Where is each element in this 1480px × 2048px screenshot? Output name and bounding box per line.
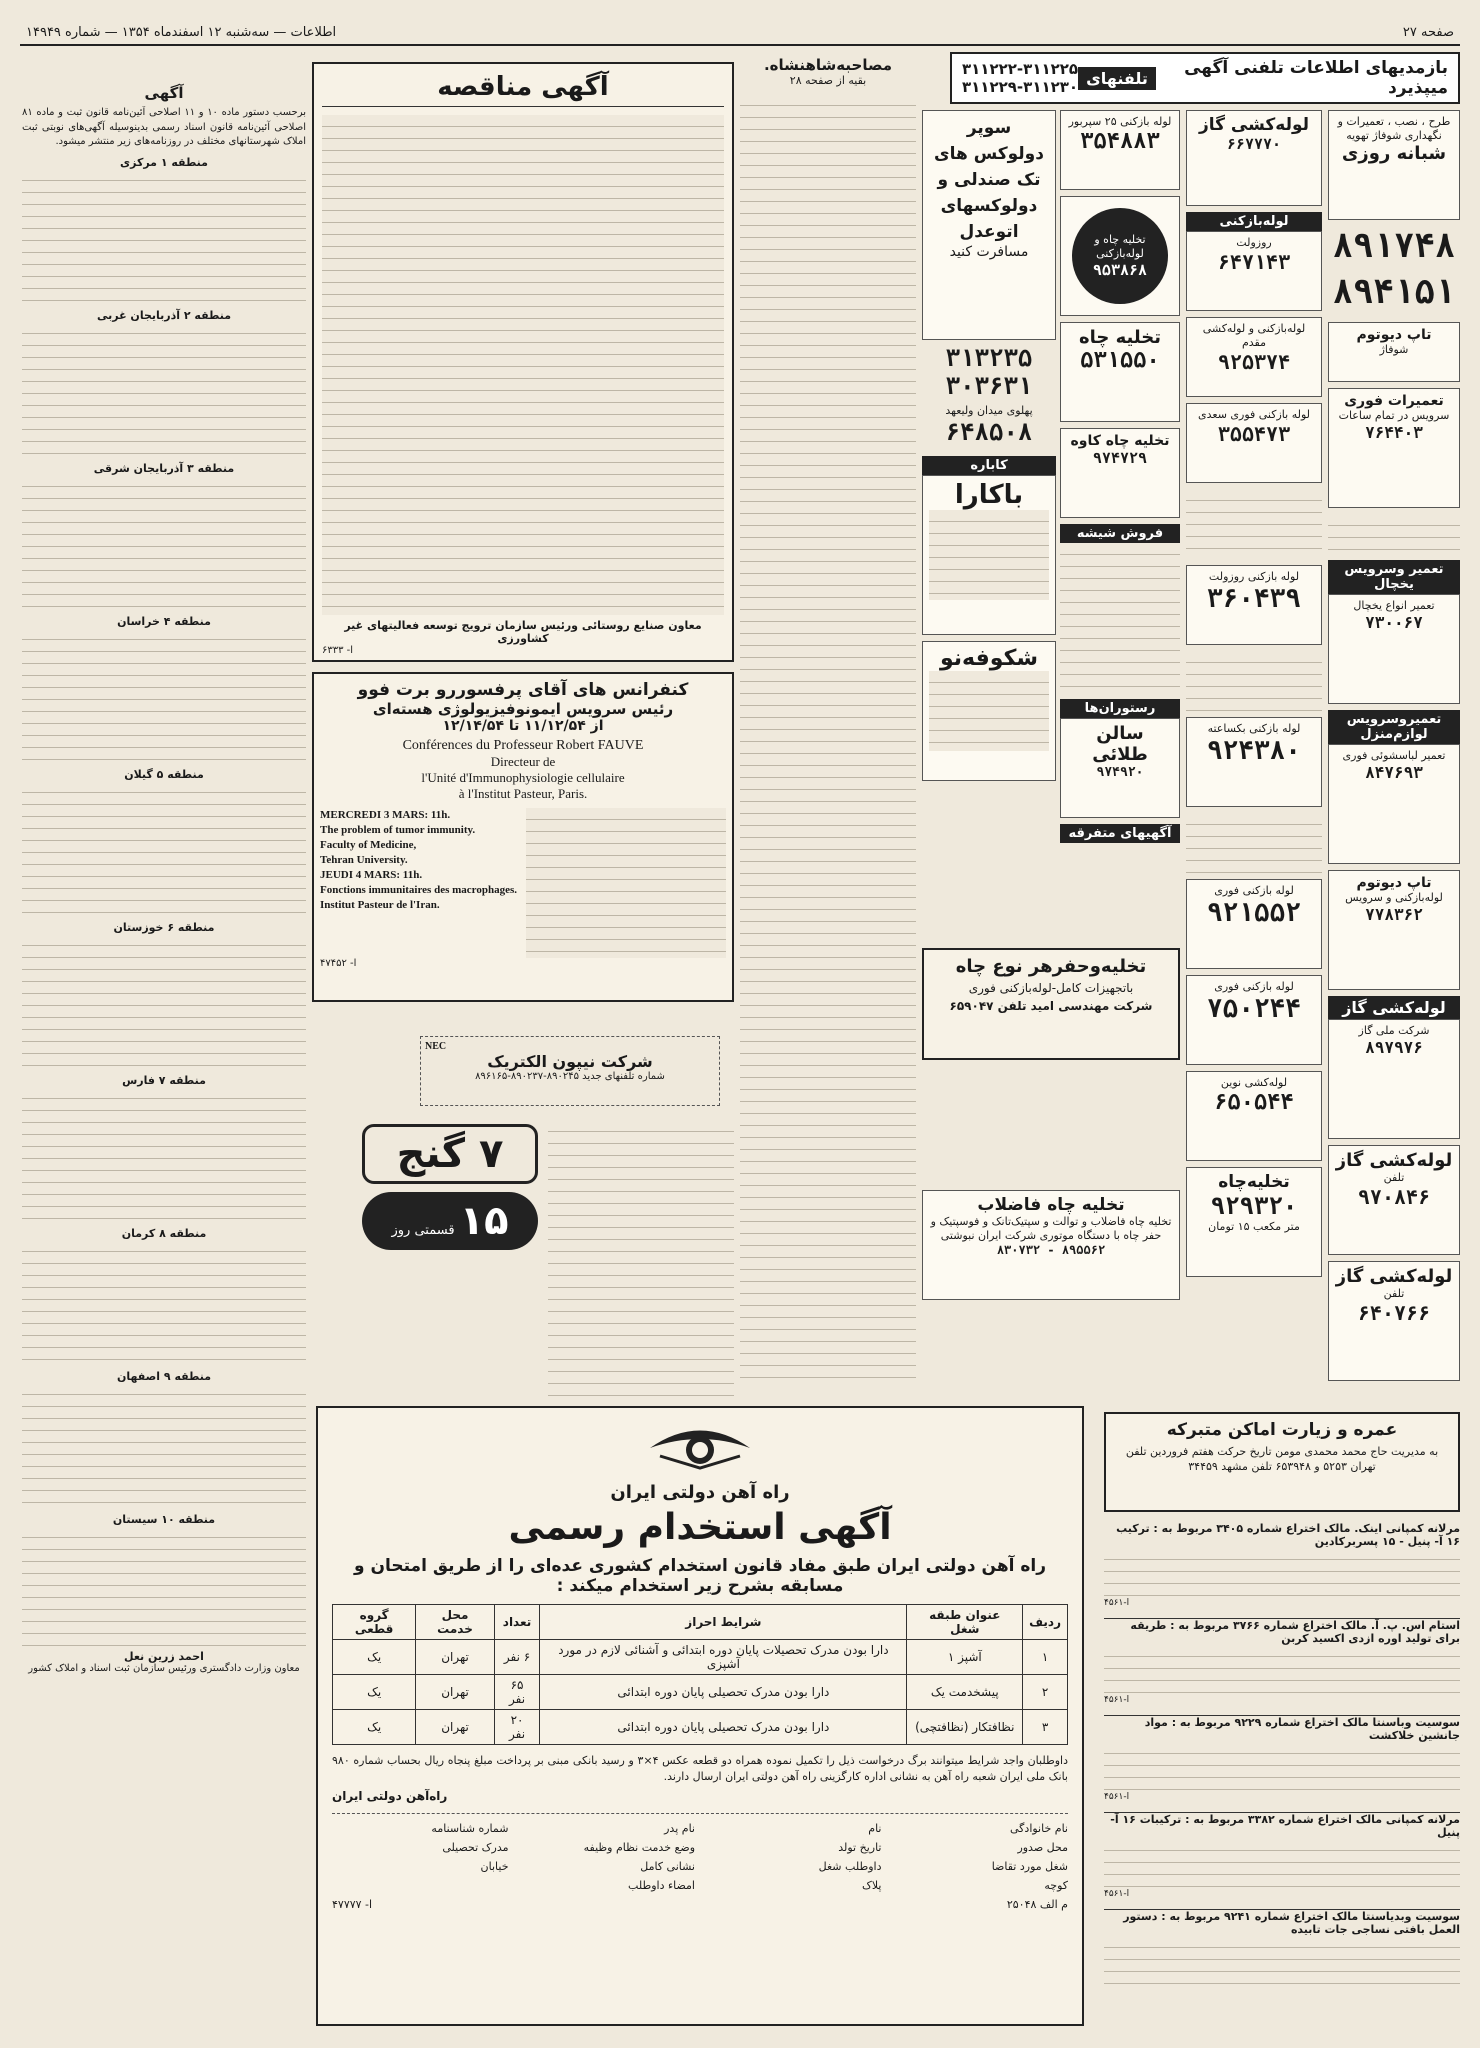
nec-brand: NEC <box>425 1041 447 1052</box>
ad-sub: مسافرت کنید <box>949 244 1029 260</box>
ad-gas-2 <box>1328 1145 1460 1255</box>
event1-topic: The problem of tumor immunity. <box>320 824 476 836</box>
seven-treasures-title: ۷ گنج <box>362 1124 538 1184</box>
pilgrimage-title: عمره و زیارت اماکن متبرکه <box>1166 1420 1398 1440</box>
railway-org: راه آهن دولتی ایران <box>610 1482 790 1503</box>
cell: دارا بودن مدرک تحصیلی پایان دوره ابتدائی <box>540 1675 907 1710</box>
ad-sub: شوفاژ <box>1379 343 1409 356</box>
region-text <box>22 781 306 921</box>
region-text <box>22 934 306 1074</box>
form-field: داوطلب شغل <box>818 1860 882 1873</box>
well-ad-title: تخلیه‌وحفرهر نوع چاه <box>955 956 1147 977</box>
form-field: خیابان <box>480 1860 509 1873</box>
cell: ۶۵ نفر <box>494 1675 540 1710</box>
ad-filler <box>929 671 1049 751</box>
event1-place-2: Tehran University. <box>320 854 408 866</box>
registry-notice <box>22 84 306 1984</box>
patent-body <box>1104 1742 1460 1792</box>
ad-number: ۷۶۴۴۰۳ <box>1365 423 1423 442</box>
railway-recruitment-ad <box>316 1406 1084 2026</box>
ad-fast-1 <box>1186 879 1322 969</box>
patent-code: ا-۴۵۶۱ <box>1104 1889 1130 1899</box>
ad-filler <box>1328 514 1460 554</box>
ad-sub: تلفن <box>1383 1287 1405 1300</box>
region-heading: منطقه ۱ مرکزی <box>120 155 208 169</box>
ad-fast-2 <box>1186 975 1322 1065</box>
ad-roosevelt <box>1186 231 1322 311</box>
ad-repair <box>1328 388 1460 508</box>
conference-fr-events <box>320 808 520 958</box>
form-field: وضع خدمت نظام وظیفه <box>583 1841 695 1854</box>
ad-circle <box>1072 208 1168 304</box>
conference-notice <box>312 672 734 1002</box>
conference-sub-fr-2: l'Unité d'Immunophysiologie cellulaire <box>421 770 625 785</box>
ad-restaurant-strip: رستوران‌ها <box>1060 699 1180 718</box>
interview-continued: بقیه از صفحه ۲۸ <box>789 74 867 87</box>
ad-number: ۷۷۸۳۶۲ <box>1365 905 1423 924</box>
cell: تهران <box>416 1710 494 1745</box>
ad-head: تخلیه چاه و لوله‌بازکنی <box>1094 233 1146 260</box>
ad-shokoufeh <box>922 641 1056 781</box>
form-field: محل صدور <box>1017 1841 1068 1854</box>
patent-code: ا-۴۵۶۱ <box>1104 1695 1130 1705</box>
issue-number: شماره ۱۴۹۴۹ <box>26 24 101 40</box>
ad-sub: متر مکعب ۱۵ تومان <box>1208 1220 1300 1233</box>
ad-number: ۶۴۷۱۴۳ <box>1217 250 1291 274</box>
ad-sub: سرویس در تمام ساعات <box>1338 409 1450 422</box>
interview-title: مصاحبه‌شاهنشاه. <box>763 56 893 74</box>
nec-ad <box>420 1036 720 1106</box>
form-field: نام <box>868 1822 882 1835</box>
form-field: مدرک تحصیلی <box>442 1841 509 1854</box>
ad-number: ۹۷۴۹۲۰ <box>1096 765 1144 780</box>
form-field: نشانی کامل <box>640 1860 695 1873</box>
conference-sub-fr-3: à l'Institut Pasteur, Paris. <box>458 786 588 801</box>
cell: پیشخدمت یک <box>907 1675 1023 1710</box>
cell: ۳ <box>1023 1710 1068 1745</box>
ad-well-empty <box>1186 1167 1322 1277</box>
ad-head: شکوفه‌نو <box>939 646 1039 671</box>
ad-pipe-strip: لوله‌بازکنی <box>1186 212 1322 231</box>
ad-head: پهلوی میدان ولیعهد <box>945 404 1033 417</box>
region-heading: منطقه ۴ خراسان <box>117 614 211 628</box>
patent-code: ا-۴۵۶۱ <box>1104 1598 1130 1608</box>
ad-number: ۹۲۱۵۵۲ <box>1207 898 1301 928</box>
region-text <box>22 169 306 309</box>
ad-head: لوله بازکنی فوری سعدی <box>1198 408 1310 421</box>
ad-head: لوله‌کشی نوین <box>1220 1076 1288 1089</box>
col-requirements: شرایط احراز <box>540 1605 907 1640</box>
col-location: محل خدمت <box>416 1605 494 1640</box>
cell: نظافتکار (نظافتچی) <box>907 1710 1023 1745</box>
patent-body <box>1104 1645 1460 1695</box>
interview-column <box>740 56 916 1396</box>
ad-number: ۷۳۰۰۶۷ <box>1365 613 1423 632</box>
ad-head: تخلیه‌چاه <box>1218 1172 1290 1192</box>
sewer-ad-title: تخلیه چاه فاضلاب <box>977 1195 1125 1215</box>
ad-filler <box>929 510 1049 600</box>
ad-number: ۸۴۷۶۹۳ <box>1365 763 1423 782</box>
ad-number: ۶۵۰۵۴۴ <box>1214 1090 1294 1115</box>
telephone-numbers-2: ۳۱۱۲۲۹-۳۱۱۲۳۰ <box>962 78 1079 96</box>
notice-title: آگهی <box>144 84 184 102</box>
patent-item <box>1104 1910 1460 2006</box>
ad-cabaret-strip: کاباره <box>922 456 1056 475</box>
col-group: گروه قطعی <box>333 1605 416 1640</box>
railway-code: م الف ۲۵۰۴۸ <box>1006 1898 1068 1911</box>
page-number: صفحه ۲۷ <box>1402 24 1454 40</box>
ad-appliance <box>1328 744 1460 864</box>
railway-form <box>332 1813 1068 1892</box>
ad-roosevelt-2 <box>1186 565 1322 645</box>
ad-sub: تعمیر لباسشوئی فوری <box>1342 749 1446 762</box>
ad-head: تعمیرات فوری <box>1344 393 1444 409</box>
col-count: تعداد <box>494 1605 540 1640</box>
form-field: شغل مورد تقاضا <box>991 1860 1068 1873</box>
ad-fridge <box>1328 594 1460 704</box>
cell: ۶ نفر <box>494 1640 540 1675</box>
ad-filler <box>1186 813 1322 873</box>
tender-notice <box>312 62 734 662</box>
railway-logo-icon <box>640 1418 760 1478</box>
ad-sub: شرکت ملی گاز <box>1358 1024 1430 1037</box>
region-heading: منطقه ۲ آذربایجان غربی <box>96 308 232 322</box>
region-heading: منطقه ۷ فارس <box>122 1073 206 1087</box>
ad-head: لوله‌کشی گاز <box>1198 115 1310 135</box>
ad-sub: باکارا <box>954 480 1024 510</box>
ad-number: ۹۷۰۸۴۶ <box>1357 1185 1431 1209</box>
ad-number: ۳۶۰۴۳۹ <box>1207 584 1301 614</box>
region-text <box>22 628 306 768</box>
region-text <box>22 322 306 462</box>
ad-sub: روزولت <box>1236 236 1272 249</box>
railway-codes <box>332 1898 1068 1911</box>
ad-well-2 <box>1060 322 1180 422</box>
ad-top-duct-2 <box>1328 870 1460 990</box>
ad-sub: لوله‌بازکنی و سرویس <box>1345 891 1443 904</box>
sewer-ad <box>922 1190 1180 1300</box>
ad-glass-body <box>1060 543 1180 693</box>
ad-baccara <box>922 475 1056 635</box>
notice-signer: احمد زرین نعل <box>124 1649 204 1663</box>
patent-title: سوسیت وباسنتا مالک اختراع شماره ۹۲۲۹ مربوط به : مواد جانشین خلاکشت <box>1144 1716 1460 1742</box>
region-heading: منطقه ۶ خوزستان <box>113 920 215 934</box>
region-text <box>22 1526 306 1646</box>
region-text <box>22 475 306 615</box>
ad-misc-strip: آگهیهای متفرقه <box>1060 824 1180 843</box>
railway-code-2: ا- ۴۷۷۷۷ <box>332 1898 373 1911</box>
masthead <box>20 20 1460 46</box>
telephone-bar-label: تلفنهای <box>1078 67 1156 90</box>
interview-body <box>740 94 916 1384</box>
region-text <box>22 1240 306 1370</box>
ad-head: لوله بازکنی ۲۵ سپربور <box>1068 115 1172 128</box>
railway-lead: راه آهن دولتی ایران طبق مفاد قانون استخدام کشوری عده‌ای را از طریق امتحان و مسابقه بشرح زیر استخدام میکند : <box>353 1556 1047 1596</box>
region-text <box>22 1087 306 1227</box>
ad-head: تخلیه چاه <box>1079 327 1161 348</box>
ad-top-duct <box>1328 322 1460 382</box>
ad-number: ۶۴۸۵۰۸ <box>945 418 1033 446</box>
patent-body <box>1104 1839 1460 1889</box>
ad-number: ۶۴۰۷۶۶ <box>1357 1301 1431 1325</box>
cell: دارا بودن مدرک تحصیلی پایان دوره ابتدائی <box>540 1710 907 1745</box>
form-field: نام پدر <box>664 1822 695 1835</box>
ads-column-2 <box>1186 110 1322 1400</box>
patent-body <box>1104 1936 1460 1986</box>
cell: تهران <box>416 1640 494 1675</box>
patent-notices <box>1104 1522 1460 2022</box>
ad-glass-strip: فروش شیشه <box>1060 524 1180 543</box>
tender-signature: معاون صنایع روستائی ورئیس سازمان ترویج توسعه فعالیتهای غیر کشاورزی <box>344 619 702 645</box>
form-field: نام خانوادگی <box>1010 1822 1068 1835</box>
ad-number: ۹۵۳۸۶۸ <box>1092 261 1148 279</box>
notice-regions <box>22 156 306 1646</box>
ad-gas-pipe <box>1186 110 1322 206</box>
ad-gas <box>1328 1019 1460 1139</box>
cell: یک <box>333 1640 416 1675</box>
ad-number: ۹۷۴۷۲۹ <box>1092 449 1148 467</box>
ad-number: ۹۲۹۳۲۰ <box>1210 1192 1298 1220</box>
telephone-bar-numbers <box>962 60 1078 96</box>
well-ad-company: شرکت مهندسی امید تلفن ۶۵۹۰۴۷ <box>949 999 1153 1013</box>
notice-body: برحسب دستور ماده ۱۰ و ۱۱ اصلاحی آئین‌نامه قانون ثبت و ماده ۸۱ اصلاحی آئین‌نامه قانون اسناد رسمی بدینوسیله آگهی‌های نوبتی ثبت املاک شهرستانهای مختلف در روزنامه‌های زیر منتشر میشود. <box>22 107 306 147</box>
ad-moghaddam <box>1186 317 1322 397</box>
railway-note: داوطلبان واجد شرایط میتوانند برگ درخواست ذیل را تکمیل نموده همراه دو قطعه عکس ۴×۳ و رسید بانکی مبنی بر پرداخت مبلغ پنجاه ریال بحساب شماره ۹۸۰ بانک ملی ایران شعبه راه آهن به نشانی اداره کارگزینی راه آهن دولتی ایران ارسال دارند. <box>332 1754 1068 1783</box>
ad-number: ۸۹۱۷۴۸ <box>1332 226 1456 266</box>
tender-body <box>322 115 724 615</box>
ad-number: ۵۳۱۵۵۰ <box>1080 348 1160 373</box>
ad-head: لوله‌کشی گاز <box>1335 1150 1453 1171</box>
issue-date: سه‌شنبه ۱۲ اسفندماه ۱۳۵۴ <box>121 24 270 40</box>
event2-topic: Fonctions immunitaires des macrophages. <box>320 884 517 896</box>
form-field: کوچه <box>1044 1879 1068 1892</box>
form-field: پلاک <box>862 1879 882 1892</box>
ad-appliance-strip: تعمیروسرویس لوازم‌منزل <box>1328 710 1460 744</box>
sewer-ad-phone: ۸۳۰۷۳۲ - ۸۹۵۵۶۲ <box>996 1243 1106 1257</box>
seven-treasures-badge <box>362 1192 538 1250</box>
form-field: امضاء داوطلب <box>628 1879 695 1892</box>
patent-item <box>1104 1522 1460 1619</box>
ad-number: ۳۵۵۴۷۳ <box>1217 422 1291 446</box>
ad-novin <box>1186 1071 1322 1161</box>
ad-number: ۶۶۷۷۷۰ <box>1226 135 1282 153</box>
region-heading: منطقه ۵ گیلان <box>124 767 204 781</box>
conference-events <box>320 808 726 958</box>
ad-head: طرح ، نصب ، تعمیرات و نگهداری شوفاژ تهویه <box>1337 115 1451 142</box>
ad-number: ۹۲۴۳۸۰ <box>1207 736 1301 766</box>
col-row: ردیف <box>1023 1605 1068 1640</box>
nec-phones: شماره تلفنهای جدید ۸۹۰۲۴۵-۸۹۰۲۳۷-۸۹۶۱۶۵ <box>475 1071 665 1082</box>
conference-code: ا- ۴۷۴۵۲ <box>320 958 357 969</box>
seven-treasures-number: ۱۵ <box>459 1198 509 1244</box>
railway-table <box>332 1604 1068 1745</box>
ad-head: سوپر دولوکس های تک صندلی و دولوکسهای اتوعدل <box>934 118 1044 242</box>
patent-title: سوسیت وبدیاسنتا مالک اختراع شماره ۹۲۴۱ مربوط به : دستور العمل بافتی نساجی جات تابیده <box>1123 1910 1460 1936</box>
table-header <box>333 1605 1068 1640</box>
region-heading: منطقه ۳ آذربایجان شرقی <box>93 461 235 475</box>
ad-saadi <box>1186 403 1322 483</box>
patent-body <box>1104 1548 1460 1598</box>
table-row <box>333 1675 1068 1710</box>
ad-25-sepr <box>1060 110 1180 190</box>
ad-sub: سالن طلائی <box>1092 723 1148 765</box>
seven-treasures-ad <box>362 1124 538 1324</box>
tender-code: ا- ۶۳۳۳ <box>322 645 354 656</box>
pilgrimage-line: به مدیریت حاج محمد محمدی مومن تاریخ حرکت هفتم فروردین تلفن تهران ۵۲۵۳ و ۶۵۳۹۴۸ تلفن مشهد ۳۴۴۵۹ <box>1125 1445 1439 1473</box>
ad-head: تخلیه چاه کاوه <box>1070 433 1170 449</box>
ad-head: لوله بازکنی فوری <box>1214 884 1294 897</box>
ad-hvac <box>1328 110 1460 220</box>
conference-fa-details <box>526 808 726 958</box>
ad-sub: تعمیر انواع یخچال <box>1353 599 1435 612</box>
cell: تهران <box>416 1675 494 1710</box>
ad-head: لوله‌کشی گاز <box>1335 1266 1453 1287</box>
ad-head: تاپ دیوتوم <box>1356 327 1432 343</box>
ad-head: تاپ دیوتوم <box>1356 875 1432 891</box>
telephone-numbers-1: ۳۱۱۲۲۲-۳۱۱۲۲۵ <box>962 60 1079 78</box>
interview-continuation <box>548 1120 734 1400</box>
ad-filler <box>1186 651 1322 711</box>
railway-title: آگهی استخدام رسمی <box>508 1507 892 1548</box>
patent-title: مرلانه کمپانی مالک اختراع شماره ۳۳۸۲ مربوط به : ترکیبات ۱۶ آ- پنیل <box>1110 1813 1460 1839</box>
table-row <box>333 1640 1068 1675</box>
conference-title-fa: کنفرانس های آقای پرفسوررو برت فوو <box>357 680 689 700</box>
ad-gas-3 <box>1328 1261 1460 1381</box>
conference-dates-fa: از ۱۱/۱۲/۵۴ تا ۱۲/۱۴/۵۴ <box>442 718 604 734</box>
region-heading: منطقه ۸ کرمان <box>121 1226 207 1240</box>
well-digging-ad <box>922 948 1180 1060</box>
ad-head: لوله بازکنی روزولت <box>1208 570 1300 583</box>
ad-head: لوله‌بازکنی و لوله‌کشی مقدم <box>1202 322 1306 349</box>
ad-onehour <box>1186 717 1322 807</box>
ad-number: ۷۵۰۲۴۴ <box>1207 994 1301 1024</box>
cell: دارا بودن مدرک تحصیلات پایان دوره ابتدائی و آشنائی لازم در مورد آشپزی <box>540 1640 907 1675</box>
ad-circle-well <box>1060 196 1180 316</box>
ad-number: ۹۲۵۳۷۴ <box>1217 350 1291 374</box>
cell: ۱ <box>1023 1640 1068 1675</box>
ad-restaurant <box>1060 718 1180 818</box>
ad-bus <box>922 110 1056 340</box>
patent-item <box>1104 1716 1460 1813</box>
ad-number: ۸۹۴۱۵۱ <box>1332 272 1456 312</box>
ads-column-1 <box>1328 110 1460 1400</box>
ad-head: لوله بازکنی بکساعته <box>1207 722 1301 735</box>
ad-sub: شبانه روزی <box>1341 143 1447 164</box>
cell: آشپز ۱ <box>907 1640 1023 1675</box>
ad-number: ۸۹۷۹۷۶ <box>1365 1038 1423 1057</box>
railway-signature: راه‌آهن دولتی ایران <box>332 1789 448 1803</box>
event1-place: Faculty of Medicine, <box>320 839 417 851</box>
ads-column-4 <box>922 110 1056 910</box>
region-heading: منطقه ۱۰ سیستان <box>112 1512 216 1526</box>
telephone-bar <box>950 52 1460 104</box>
ads-column-3 <box>1060 110 1180 910</box>
table-row <box>333 1710 1068 1745</box>
event2-place: Institut Pasteur de l'Iran. <box>320 899 440 911</box>
patent-item <box>1104 1813 1460 1910</box>
cell: ۲ <box>1023 1675 1068 1710</box>
region-heading: منطقه ۹ اصفهان <box>116 1369 212 1383</box>
form-field: تاریخ تولد <box>838 1841 882 1854</box>
well-ad-line: باتجهیزات کامل-لوله‌بازکنی فوری <box>968 981 1134 995</box>
ad-head: لوله بازکنی فوری <box>1214 980 1294 993</box>
ad-filler <box>1186 489 1322 559</box>
conference-sub-fa: رئیس سرویس ایمونوفیزیولوژی هسته‌ای <box>372 700 674 718</box>
ad-gas-strip: لوله‌کشی گاز <box>1328 996 1460 1019</box>
notice-signature: معاون وزارت دادگستری ورئیس سازمان ثبت اسناد و املاک کشور <box>28 1662 300 1674</box>
ad-kaveh <box>1060 428 1180 518</box>
form-field: شماره شناسنامه <box>431 1822 509 1835</box>
paper-name: اطلاعات <box>290 24 337 40</box>
event2: JEUDI 4 MARS: 11h. <box>320 869 423 881</box>
patent-code: ا-۴۵۶۱ <box>1104 1792 1130 1802</box>
cell: ۲۰ نفر <box>494 1710 540 1745</box>
conference-title-fr: Conférences du Professeur Robert FAUVE <box>402 738 644 753</box>
tender-title: آگهی مناقصه <box>322 72 724 107</box>
sewer-ad-line: تخلیه چاه فاضلاب و توالت و سپتیک‌تانک و فوسپتیک و حفر چاه با دستگاه موتوری شرکت ایران نبوشتی <box>930 1215 1172 1242</box>
ad-sub: تلفن <box>1383 1171 1405 1184</box>
region-text <box>22 1383 306 1513</box>
telephone-bar-title: بازمدیهای اطلاعات تلفنی آگهی میپذیرد <box>1184 58 1448 98</box>
seven-treasures-sub: قسمتی روز <box>391 1223 455 1238</box>
nec-title: شرکت نیپون الکتریک <box>487 1052 653 1071</box>
patent-item <box>1104 1619 1460 1716</box>
patent-title: استام اس. پ. آ. مالک اختراع شماره ۳۷۶۶ مربوط به : طریقه برای تولید اوره ازدی اکسید کربن <box>1130 1619 1460 1645</box>
ad-number: ۳۱۳۲۳۵ <box>945 344 1033 372</box>
masthead-info: اطلاعات — سه‌شنبه ۱۲ اسفندماه ۱۳۵۴ — شماره ۱۴۹۴۹ <box>26 24 337 40</box>
col-job: عنوان طبقه شغل <box>907 1605 1023 1640</box>
cell: یک <box>333 1675 416 1710</box>
patent-title: مرلانه کمپانی اینک. مالک اختراع شماره ۳۴۰۵ مربوط به : ترکیب ۱۶ آ- پنیل - ۱۵ پسربرکادین <box>1116 1522 1460 1548</box>
ad-number: ۳۰۳۶۳۱ <box>945 372 1033 400</box>
ad-fridge-strip: تعمیر وسرویس یخچال <box>1328 560 1460 594</box>
conference-sub-fr-1: Directeur de <box>490 754 556 769</box>
cell: یک <box>333 1710 416 1745</box>
ad-number: ۳۵۴۸۸۳ <box>1080 129 1160 154</box>
pilgrimage-ad <box>1104 1412 1460 1512</box>
event1: MERCREDI 3 MARS: 11h. <box>320 809 451 821</box>
